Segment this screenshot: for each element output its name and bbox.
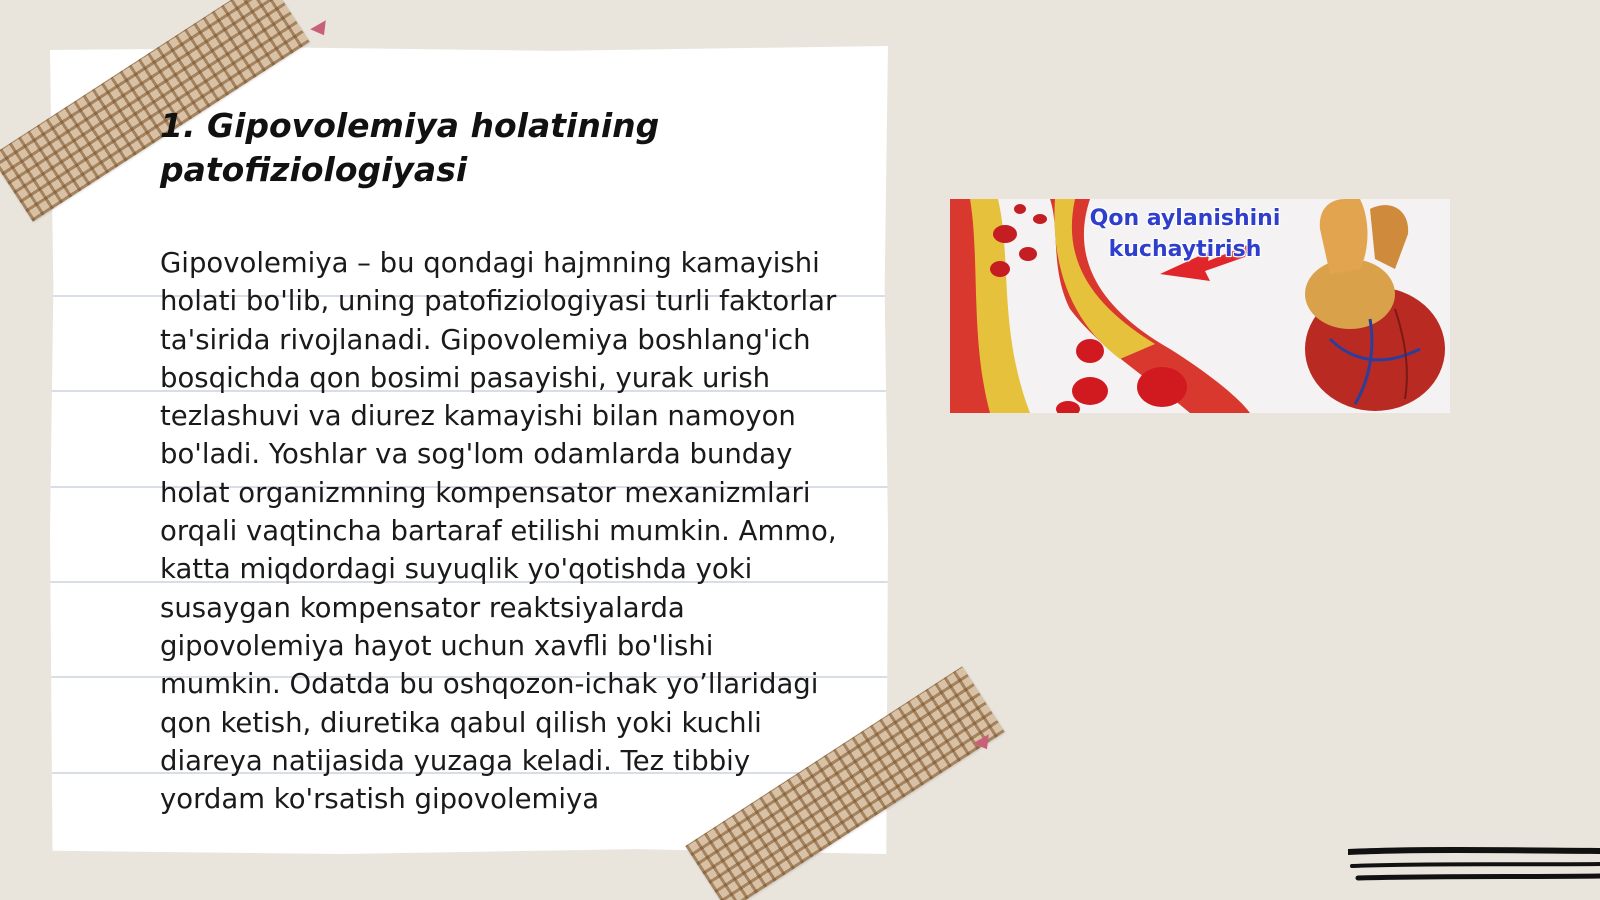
tape-tip-top — [310, 20, 332, 39]
decorative-brush-lines — [1348, 846, 1600, 886]
slide-body-text: Gipovolemiya – bu qondagi hajmning kamayishi holati bo'lib, uning patofiziologiyasi turli faktorlar ta'sirida rivojlanadi. Gipovolemiya boshlang'ich bosqichda qon bosimi pasayishi, yurak urish tezlashuvi va diurez kamayishi bilan namoyon bo'ladi. Yoshlar va sog'lom odamlarda bunday holat organizmning kompensator mexanizmlari orqali vaqtincha bartaraf etilishi mumkin. Ammo, katta miqdordagi suyuqlik yo'qotishda yoki susaygan kompensator reaktsiyalarda gipovolemiya hayot uchun xavfli bo'lishi mumkin. Odatda bu oshqozon-ichak yo’llaridagi qon ketish, diuretika qabul qilish yoki kuchli diareya natijasida yuzaga keladi. Tez tibbiy yordam ko'rsatish gipovolemiya — [160, 247, 837, 816]
slide-heading: 1. Gipovolemiya holatining patofiziologiyasi — [160, 106, 660, 189]
illustration-caption: Qon aylanishini kuchaytirish — [1089, 206, 1281, 262]
blood-vessel-heart-illustration — [950, 199, 1450, 413]
